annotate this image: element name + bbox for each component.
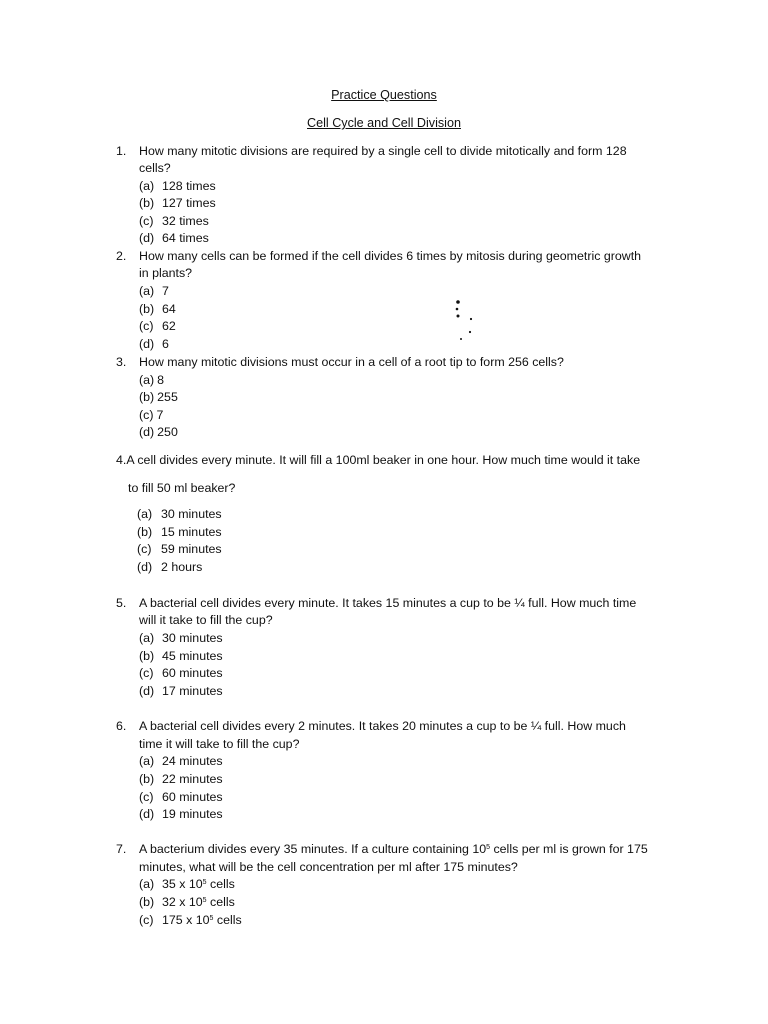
option-label: (b)	[139, 649, 155, 663]
option-label: (c)	[139, 913, 154, 927]
option-text: cells	[206, 895, 235, 909]
option-label: (d)	[139, 684, 155, 698]
option-text: 8	[157, 373, 165, 387]
option-text: 128 times	[162, 179, 216, 193]
option-label: (c)	[137, 542, 152, 556]
option-text: 60 minutes	[162, 666, 223, 680]
question-text: How many cells can be formed if the cell divides 6 times by mitosis during geometric growth	[139, 249, 642, 263]
question-number: 3.	[116, 355, 127, 369]
option-label: (b)	[139, 196, 155, 210]
option-text: 22 minutes	[162, 772, 223, 786]
question-text: A bacterial cell divides every minute. It takes 15 minutes a cup to be ¼ full. How much time	[139, 596, 637, 610]
option-b	[139, 649, 223, 663]
exponent: 5	[209, 915, 214, 922]
option-text: 175 x 10	[162, 913, 210, 927]
option-a	[139, 373, 164, 387]
option-text: 2 hours	[161, 560, 203, 574]
exponent: 5	[202, 879, 207, 886]
option-d	[139, 684, 223, 698]
question-text-part: cells per ml is grown for 175	[490, 842, 648, 856]
option-label: (c)	[139, 790, 154, 804]
question-text: time it will take to fill the cup?	[139, 737, 300, 751]
option-label: (c)	[139, 666, 154, 680]
option-text: cells	[206, 877, 235, 891]
option-text: 30 minutes	[162, 631, 223, 645]
option-text: 30 minutes	[161, 507, 222, 521]
option-b	[137, 525, 222, 539]
question-text: A bacterial cell divides every 2 minutes. It takes 20 minutes a cup to be ¼ full. How much	[139, 719, 626, 733]
option-d	[139, 425, 178, 439]
question-number: 7.	[116, 842, 127, 856]
option-a	[137, 507, 222, 521]
question-number: 5.	[116, 596, 127, 610]
question-number: 2.	[116, 249, 127, 263]
question-text: will it take to fill the cup?	[139, 613, 273, 627]
option-text: 32 x 10	[162, 895, 203, 909]
option-text: 62	[162, 319, 176, 333]
option-text: 255	[157, 390, 178, 404]
question-text: minutes, what will be the cell concentration per ml after 175 minutes?	[139, 860, 518, 874]
option-c	[139, 790, 223, 804]
question-text-part: A bacterium divides every 35 minutes. If a culture containing 10	[139, 842, 487, 856]
option-text: 59 minutes	[161, 542, 222, 556]
option-d	[137, 560, 202, 574]
option-label: (a)	[139, 631, 155, 645]
scan-specks	[450, 298, 480, 343]
option-a	[139, 179, 216, 193]
option-label: (a)	[139, 373, 155, 387]
option-text: cells	[213, 913, 242, 927]
option-label: (a)	[137, 507, 153, 521]
option-label: (b)	[139, 895, 155, 909]
option-label: (d)	[139, 425, 155, 439]
question-text	[139, 842, 648, 856]
option-text: 127 times	[162, 196, 216, 210]
option-text: 24 minutes	[162, 754, 223, 768]
option-label: (d)	[139, 807, 155, 821]
question-text: How many mitotic divisions must occur in a cell of a root tip to form 256 cells?	[139, 355, 564, 369]
question-text: cells?	[139, 161, 171, 175]
option-b	[139, 302, 176, 316]
page-subtitle: Cell Cycle and Cell Division	[307, 116, 461, 130]
option-text: 32 times	[162, 214, 209, 228]
option-text: 250	[157, 425, 178, 439]
question-number: 6.	[116, 719, 127, 733]
option-c	[137, 542, 222, 556]
option-label: (b)	[139, 302, 155, 316]
question-text: 4.A cell divides every minute. It will fill a 100ml beaker in one hour. How much time would it take	[116, 453, 641, 467]
option-label: (c)	[139, 319, 154, 333]
option-d	[139, 807, 223, 821]
option-d	[139, 231, 209, 245]
option-d	[139, 337, 169, 351]
option-text: 64	[162, 302, 176, 316]
exponent: 5	[202, 897, 207, 904]
question-text: in plants?	[139, 266, 193, 280]
option-label: (a)	[139, 284, 155, 298]
option-text: 64 times	[162, 231, 209, 245]
option-label: (a)	[139, 877, 155, 891]
option-b	[139, 895, 235, 909]
option-label: (c)	[139, 214, 154, 228]
option-text: 6	[162, 337, 169, 351]
question-number: 1.	[116, 144, 127, 158]
option-c	[139, 319, 176, 333]
option-label: (a)	[139, 754, 155, 768]
option-text: 15 minutes	[161, 525, 222, 539]
option-text: 7	[156, 408, 164, 422]
option-text: 35 x 10	[162, 877, 203, 891]
option-label: (d)	[139, 231, 155, 245]
option-c	[139, 666, 223, 680]
option-c	[139, 408, 163, 422]
question-text: How many mitotic divisions are required by a single cell to divide mitotically and form 128	[139, 144, 627, 158]
option-text: 60 minutes	[162, 790, 223, 804]
option-label: (d)	[139, 337, 155, 351]
option-text: 19 minutes	[162, 807, 223, 821]
option-a	[139, 284, 169, 298]
option-label: (a)	[139, 179, 155, 193]
question-text: to fill 50 ml beaker?	[128, 481, 236, 495]
option-c	[139, 913, 242, 927]
option-text: 17 minutes	[162, 684, 223, 698]
option-text: 7	[162, 284, 169, 298]
option-c	[139, 214, 209, 228]
option-label: (b)	[139, 390, 155, 404]
option-label: (b)	[137, 525, 153, 539]
option-a	[139, 754, 223, 768]
option-label: (d)	[137, 560, 153, 574]
option-text: 45 minutes	[162, 649, 223, 663]
page-title: Practice Questions	[331, 88, 437, 102]
option-label: (b)	[139, 772, 155, 786]
exponent: 5	[486, 844, 491, 851]
option-b	[139, 196, 216, 210]
option-b	[139, 772, 223, 786]
option-a	[139, 877, 235, 891]
option-b	[139, 390, 178, 404]
option-label: (c)	[139, 408, 154, 422]
option-a	[139, 631, 223, 645]
